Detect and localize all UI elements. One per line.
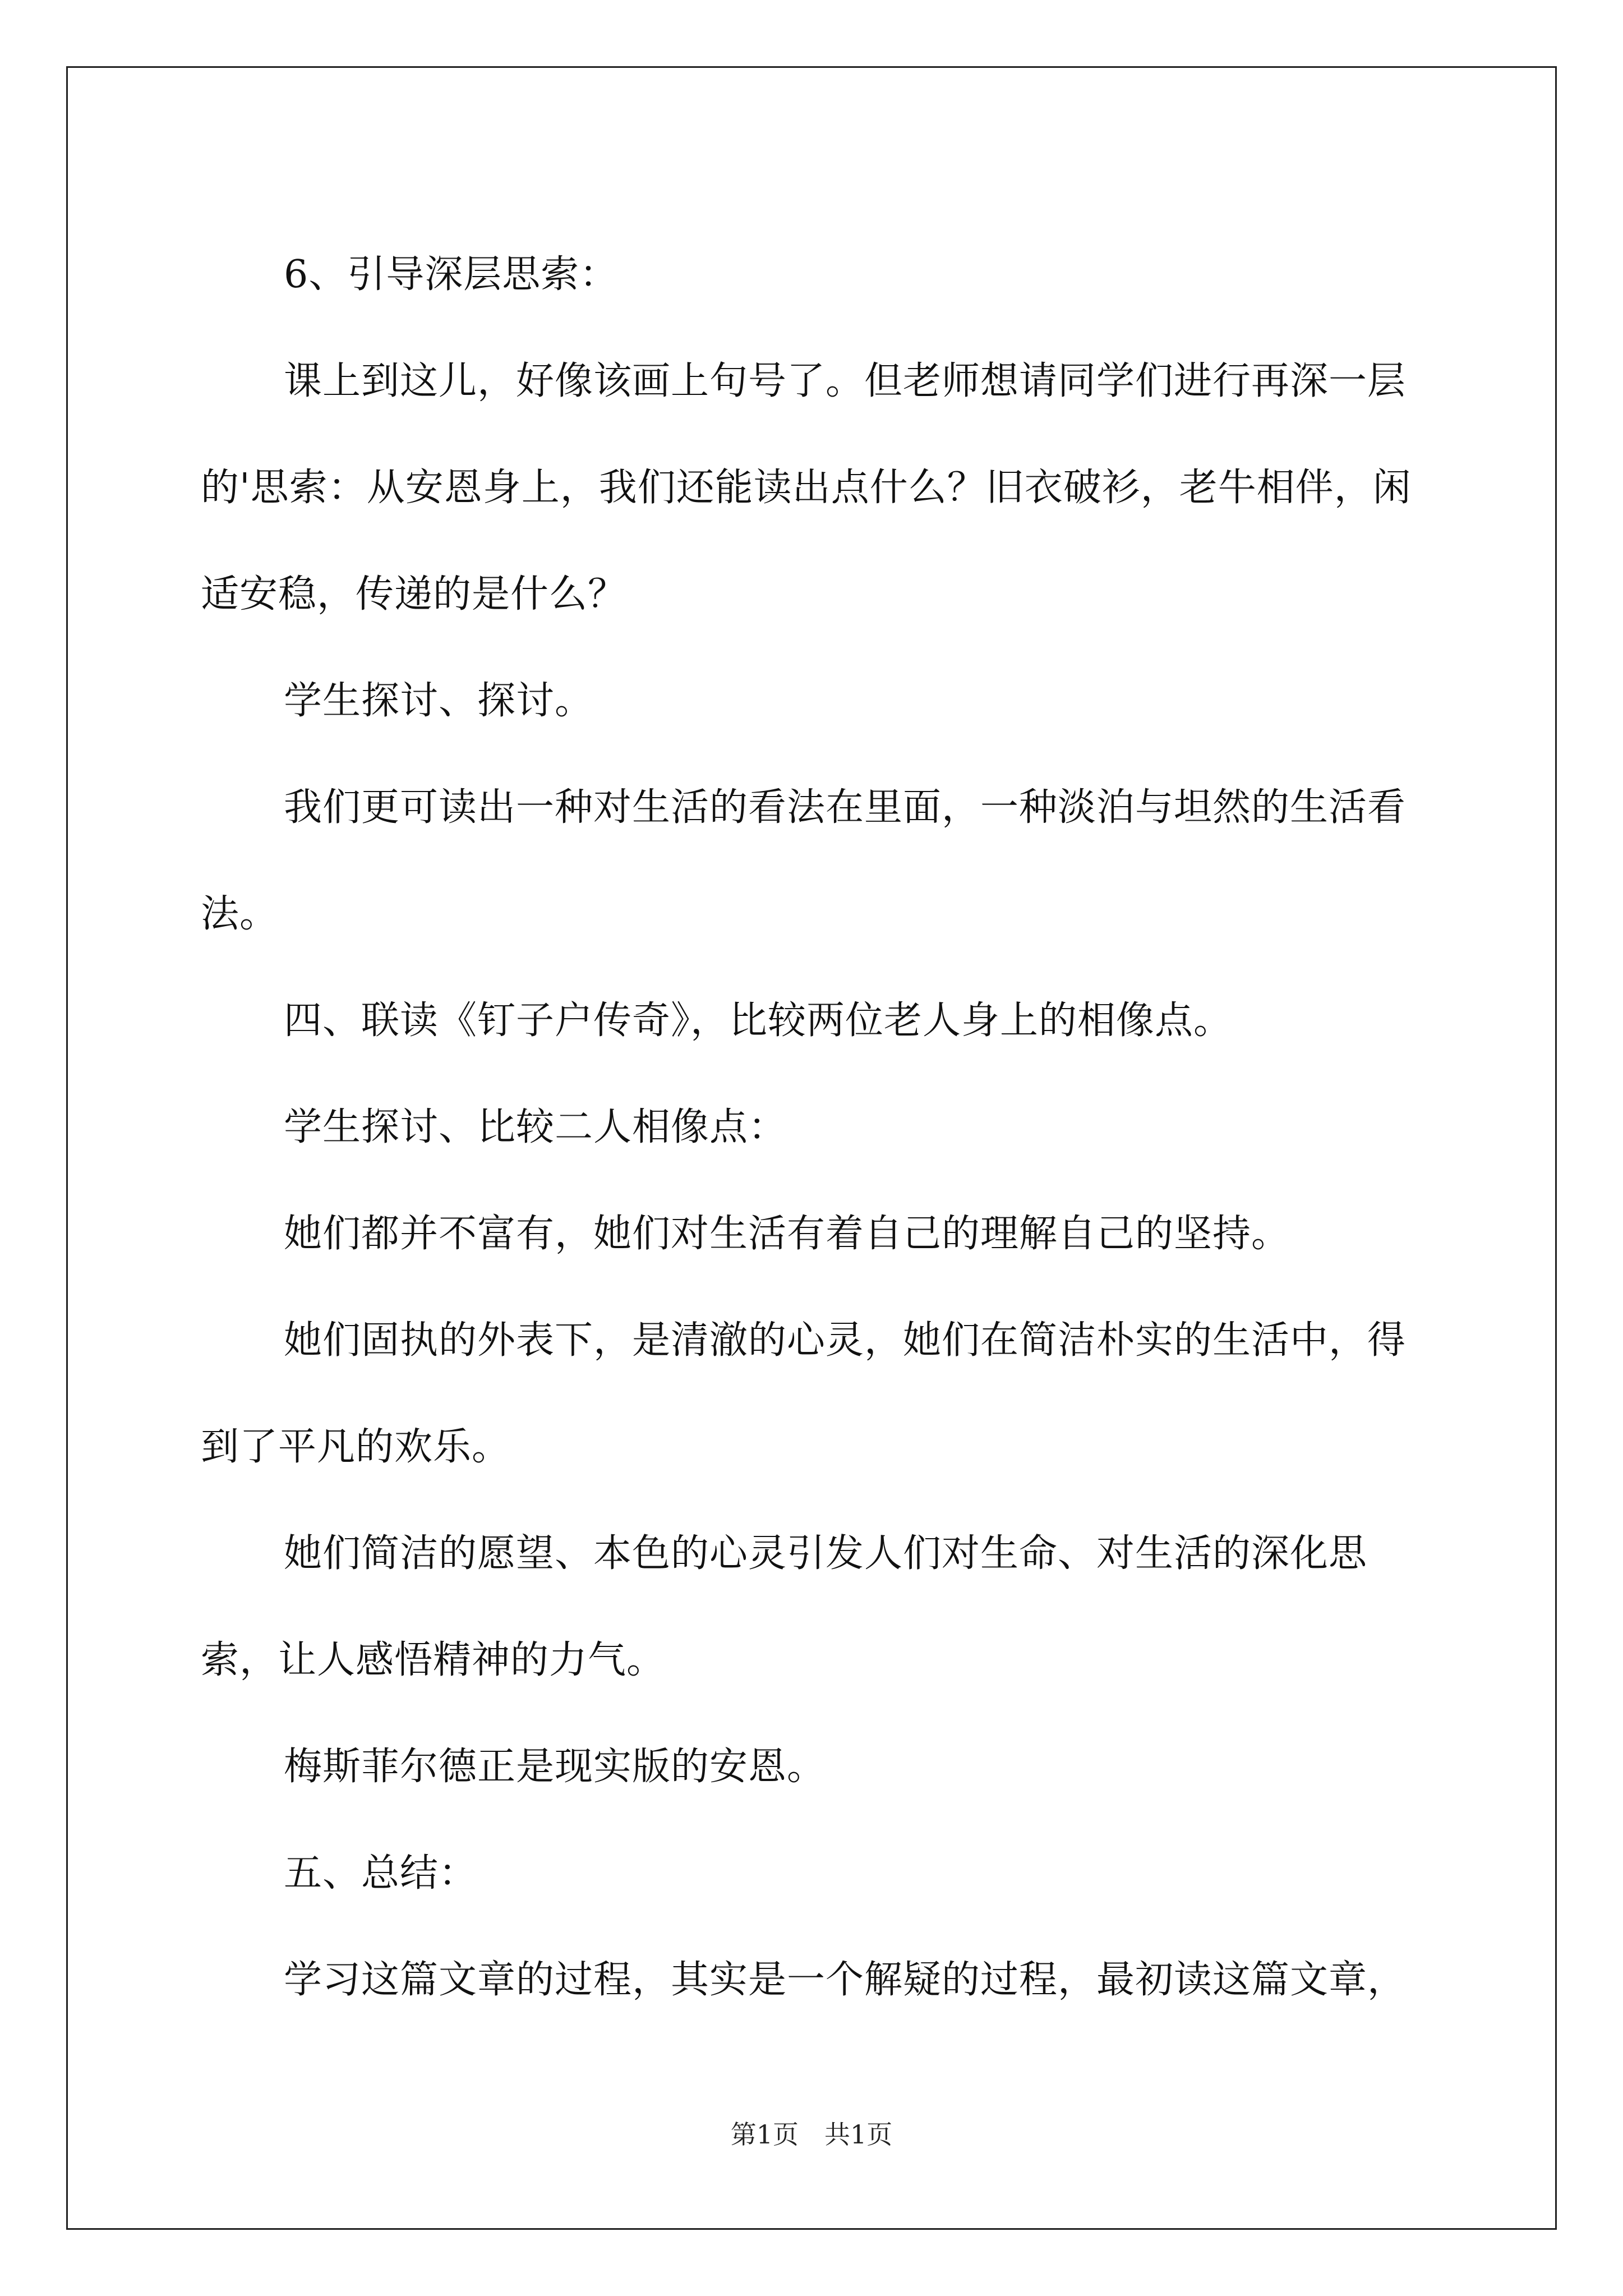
paragraph-2: 课上到这儿，好像该画上句号了。但老师想请同学们进行再深一层的'思索：从安恩身上，我们还能读出点什么？旧衣破衫，老牛相伴，闲适安稳，传递的是什么？ [201,359,1412,616]
paragraph-9: 她们简洁的愿望、本色的心灵引发人们对生命、对生活的深化思索，让人感悟精神的力气。 [201,1531,1368,1682]
document-body [201,222,1435,2033]
page-footer: 第1页 共1页 [730,2119,893,2150]
paragraph-3: 学生探讨、探讨。 [284,679,594,723]
paragraph-1: 6、引导深层思索： [284,252,619,297]
paragraph-6: 学生探讨、比较二人相像点： [284,1105,787,1149]
paragraph-11: 五、总结： [284,1851,478,1895]
paragraph-5: 四、联读《钉子户传奇》，比较两位老人身上的相像点。 [284,999,1233,1043]
paragraph-4: 我们更可读出一种对生活的看法在里面，一种淡泊与坦然的生活看法。 [201,785,1407,936]
paragraph-10: 梅斯菲尔德正是现实版的安恩。 [284,1745,826,1789]
paragraph-12: 学习这篇文章的过程，其实是一个解疑的过程，最初读这篇文章， [284,1958,1407,2002]
paragraph-7: 她们都并不富有，她们对生活有着自己的理解自己的坚持。 [284,1212,1290,1256]
paragraph-8: 她们固执的外表下，是清澈的心灵，她们在简洁朴实的生活中，得到了平凡的欢乐。 [201,1318,1407,1469]
